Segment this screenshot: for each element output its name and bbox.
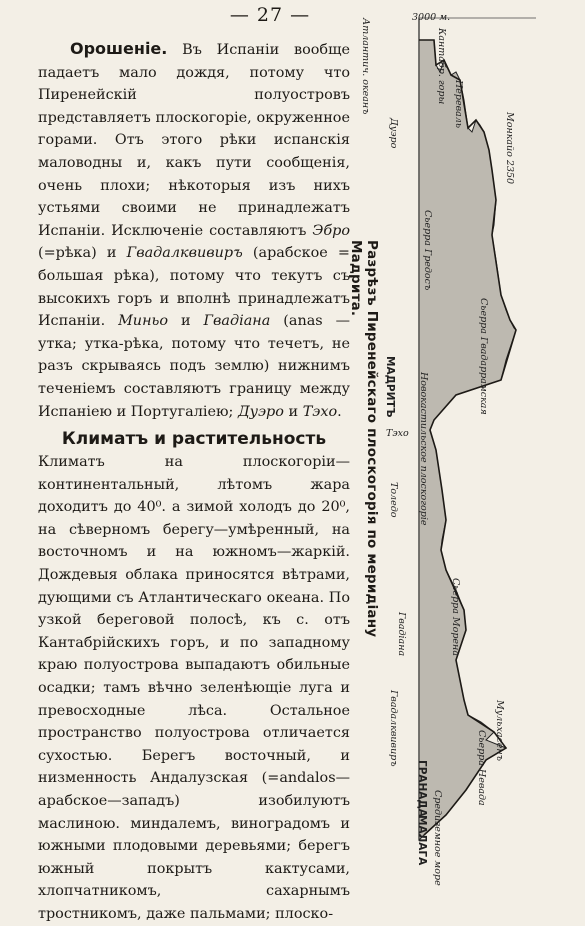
label-sea: Средиземное море xyxy=(432,790,443,886)
label-ocean: Атлантич. океанъ xyxy=(360,18,371,115)
irrigation-paragraph xyxy=(38,38,350,423)
label-guadiana: Гвадіана xyxy=(396,612,407,657)
label-castilian: Новокастильское плоскогоріе xyxy=(418,372,429,526)
climate-paragraph: Климатъ на плоскогоріи—континентальный, лѣтомъ жара доходитъ до 40⁰. а зимой холодъ до 20⁰, на сѣверномъ берегу—умѣренный, на восточномъ и на южномъ—жаркій. Дождевыя облака приносятся вѣтрами, дующими съ Атлантическаго океана. По узкой береговой полосѣ, къ с. отъ Кантабрійскихъ горъ, и по западному краю полуострова выпадаютъ обильные осадки; тамъ вѣчно зеленѣющіе луга и превосходные лѣса. Остальное пространство полуострова отличается сухостью. Берегъ восточный, и низменность Андалузская (=andalos—арабское—западъ) изобилуютъ маслиною. миндалемъ, виноградомъ и южными плодовыми деревьями; берегъ южный покрытъ кактусами, хлопчатникомъ, сахарнымъ тростникомъ, даже пальмами; плоско- xyxy=(38,454,350,922)
ebro-river: Эбро xyxy=(312,222,350,239)
label-cantabrian: Кантабр. горы xyxy=(436,28,447,105)
label-malaga: МАЛАГА xyxy=(416,815,428,866)
label-moncayo: Монкайо 2350 xyxy=(504,112,515,185)
irrigation-text-b: (=рѣка) и xyxy=(38,245,127,262)
climate-heading: Климатъ и растительность xyxy=(61,429,327,450)
guadiana-river: Гвадіана xyxy=(203,313,271,330)
irrigation-text-c: (арабское = большая рѣка), потому что текутъ съ высокихъ горъ и вполнѣ принадлежатъ Испаніи. xyxy=(38,245,350,330)
duero-river: Дуэро xyxy=(237,403,284,420)
label-mulhacen: Мульхасенъ xyxy=(494,700,505,762)
tajo-river: Тэхо xyxy=(302,403,338,420)
irrigation-text-d: и xyxy=(168,313,204,330)
label-guadarrama: Сьерра Гвадаррамская xyxy=(478,298,489,415)
irrigation-text-g: . xyxy=(337,403,342,420)
irrigation-text-f: и xyxy=(283,403,303,420)
label-morena: Сьерра Морена xyxy=(450,578,461,656)
irrigation-text-e: (anas — утка; утка-рѣка, потому что течетъ, не разъ скрываясь подъ землю) нижнимъ теченіемъ составляютъ границу между Испаніею и Португаліею; xyxy=(38,313,350,420)
label-guadalquivir: Гвадалквивиръ xyxy=(388,690,399,767)
label-duero: Дуэро xyxy=(388,118,399,149)
scale-3000: 3000 м. xyxy=(412,12,451,23)
label-pass: Переваль xyxy=(453,80,464,129)
minho-river: Миньо xyxy=(118,313,169,330)
label-toledo: Толедо xyxy=(388,482,399,518)
label-gredos: Сьерра Гредосъ xyxy=(422,210,433,291)
profile-title: Разрѣзъ Пиренейскаго плоскогорія по меридіану Мадрита. xyxy=(348,240,380,638)
text-column xyxy=(38,38,350,926)
irrigation-text-a: Въ Испаніи вообще падаетъ мало дождя, потому что Пиренейскій полуостровъ представляетъ плоскогоріе, окруженное горами. Отъ этого рѣки испанскія маловодны и, какъ пути сообщенія, очень плохи; нѣкоторыя изъ нихъ устьями своими не принадлежатъ Испаніи. Исключеніе составляютъ xyxy=(38,42,350,239)
label-madrid: МАДРИТЪ xyxy=(384,356,396,418)
irrigation-heading: Орошеніе. xyxy=(70,39,168,58)
label-granada: ГРАНАДА xyxy=(416,760,428,817)
label-nevada: Сьерра Невада xyxy=(476,730,487,806)
page-number: — 27 — xyxy=(229,4,311,26)
label-tajo: Тэхо xyxy=(386,428,409,439)
guadalquivir-river: Гвадалквивиръ xyxy=(126,245,243,262)
